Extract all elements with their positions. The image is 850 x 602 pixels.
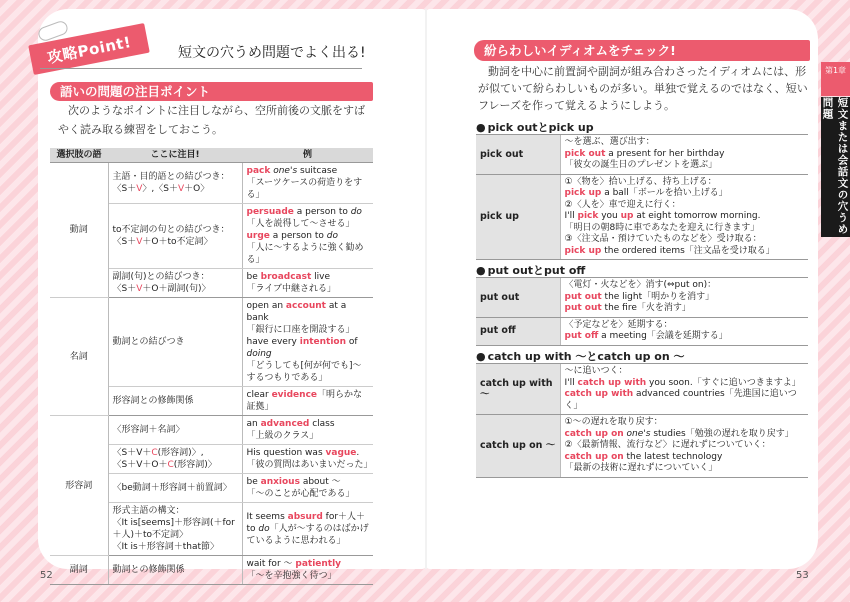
table-header-row bbox=[50, 148, 373, 163]
focus-cell: 形式主語の構文： 〈It is[seems]＋形容詞(＋for＋人)＋to不定詞〉 〈It is＋形容詞＋that節〉 bbox=[108, 503, 242, 556]
example-cell: be broadcast live 「ライブ中継される」 bbox=[242, 269, 373, 298]
category-adverb: 副詞 bbox=[50, 556, 108, 585]
category-verb: 動詞 bbox=[50, 163, 108, 298]
idiom-key: pick out bbox=[476, 135, 560, 175]
focus-cell: 〈be動詞＋形容詞＋前置詞〉 bbox=[108, 474, 242, 503]
example-cell: wait for ～ patiently 「～を辛抱強く待つ」 bbox=[242, 556, 373, 585]
table-row bbox=[476, 415, 808, 478]
table-row bbox=[476, 278, 808, 318]
idiom-value: 〈電灯・火などを〉消す(⇔put on)： put out the light「明かりを消す」 put out the fire「火を消す」 bbox=[560, 278, 808, 318]
table-row bbox=[50, 298, 373, 387]
idiom-value: ～を選ぶ、選び出す： pick out a present for her birthday 「彼女の誕生日のプレゼントを選ぶ」 bbox=[560, 135, 808, 175]
idiom-value: 〈予定などを〉延期する： put off a meeting「会議を延期する」 bbox=[560, 317, 808, 345]
chapter-label-tab[interactable]: 短文または会話文の穴うめ問題 bbox=[821, 97, 849, 235]
page-number-left: 52 bbox=[40, 570, 53, 581]
chapter-tab[interactable]: 第1章 bbox=[821, 62, 850, 96]
put-idiom-table bbox=[476, 277, 808, 346]
table-row bbox=[50, 556, 373, 585]
idiom-key: catch up on ～ bbox=[476, 415, 560, 478]
category-noun: 名詞 bbox=[50, 298, 108, 416]
table-row bbox=[476, 135, 808, 175]
table-row bbox=[476, 364, 808, 415]
pick-idiom-table bbox=[476, 134, 808, 260]
strategy-point-badge: 攻略Point! bbox=[28, 23, 150, 75]
table-row bbox=[476, 317, 808, 345]
subhead-pick: ● pick outとpick up bbox=[476, 119, 594, 135]
catch-idiom-table bbox=[476, 363, 808, 478]
idiom-key: put off bbox=[476, 317, 560, 345]
table-row bbox=[50, 163, 373, 204]
example-cell: pack one's suitcase 「スーツケースの荷造りをする」 bbox=[242, 163, 373, 204]
page-number-right: 53 bbox=[796, 570, 809, 581]
idiom-value: ①〈物を〉拾い上げる、持ち上げる： pick up a ball「ボールを拾い上げる」 ②〈人を〉車で迎えに行く： I'll pick you up at eight tomorrow morning. 「明日の朝8時に車であなたを迎えに行きます」 ③〈注文品・預けていたものなどを〉受け取る： pick up the ordered items「注文品を受け取る」 bbox=[560, 174, 808, 260]
vocab-section-heading: 語いの問題の注目ポイント bbox=[50, 82, 373, 101]
idiom-value: ～に追いつく： I'll catch up with you soon.「すぐに追いつきますよ」 catch up with advanced countries「先進国に追いつく」 bbox=[560, 364, 808, 415]
vocab-intro: 次のようなポイントに注目しながら、空所前後の文脈をすばやく読み取る練習をしておこう。 bbox=[58, 104, 365, 136]
idiom-key: pick up bbox=[476, 174, 560, 260]
idiom-value: ①～の遅れを取り戻す： catch up on one's studies「勉強の遅れを取り戻す」 ②〈最新情報、流行など〉に遅れずについていく： catch up on the latest technology 「最新の技術に遅れずについていく」 bbox=[560, 415, 808, 478]
example-cell: open an account at a bank 「銀行に口座を開設する」 have every intention of doing 「どうしても[何が何でも]～するつもりである」 bbox=[242, 298, 373, 387]
idiom-section-heading: 紛らわしいイディオムをチェック! bbox=[474, 40, 810, 61]
header-example: 例 bbox=[242, 148, 373, 163]
idiom-key: catch up with ～ bbox=[476, 364, 560, 415]
table-row bbox=[476, 174, 808, 260]
example-cell: persuade a person to do 「人を説得して～させる」 urge a person to do 「人に～するように強く勧める」 bbox=[242, 204, 373, 269]
title-underline bbox=[40, 68, 362, 69]
page-gutter bbox=[425, 9, 427, 569]
focus-cell: 〈形容詞＋名詞〉 bbox=[108, 416, 242, 445]
focus-cell: 〈S＋V＋C(形容詞)〉, 〈S＋V＋O＋C(形容詞)〉 bbox=[108, 445, 242, 474]
focus-cell: 動詞との結びつき bbox=[108, 298, 242, 387]
category-adjective: 形容詞 bbox=[50, 416, 108, 556]
header-choice-word: 選択肢の語 bbox=[50, 148, 108, 163]
example-cell: an advanced class 「上級のクラス」 bbox=[242, 416, 373, 445]
focus-cell: 副詞(句)との結びつき： 〈S＋V＋O＋副詞(句)〉 bbox=[108, 269, 242, 298]
vocab-points-table bbox=[50, 148, 373, 585]
focus-cell: 形容詞との修飾関係 bbox=[108, 387, 242, 416]
header-focus: ここに注目! bbox=[108, 148, 242, 163]
focus-cell: to不定詞の句との結びつき： 〈S＋V＋O＋to不定詞〉 bbox=[108, 204, 242, 269]
idiom-intro: 動詞を中心に前置詞や副詞が組み合わさったイディオムには、形が似ていて紛らわしいものが多い。単独で覚えるのではなく、短いフレーズを作って覚えるようにしよう。 bbox=[478, 65, 808, 112]
focus-cell: 主語・目的語との結びつき： 〈S＋V〉,〈S＋V＋O〉 bbox=[108, 163, 242, 204]
example-cell: His question was vague. 「彼の質問はあいまいだった」 bbox=[242, 445, 373, 474]
table-row bbox=[50, 416, 373, 445]
idiom-key: put out bbox=[476, 278, 560, 318]
example-cell: be anxious about ～ 「～のことが心配である」 bbox=[242, 474, 373, 503]
subhead-catch: ● catch up with ～とcatch up on ～ bbox=[476, 348, 685, 364]
focus-cell: 動詞との修飾関係 bbox=[108, 556, 242, 585]
point-title: 短文の穴うめ問題でよく出る! bbox=[178, 45, 366, 61]
example-cell: It seems absurd for＋人＋to do「人が～するのはばかげているように思われる」 bbox=[242, 503, 373, 556]
example-cell: clear evidence「明らかな証拠」 bbox=[242, 387, 373, 416]
subhead-put: ● put outとput off bbox=[476, 262, 585, 278]
